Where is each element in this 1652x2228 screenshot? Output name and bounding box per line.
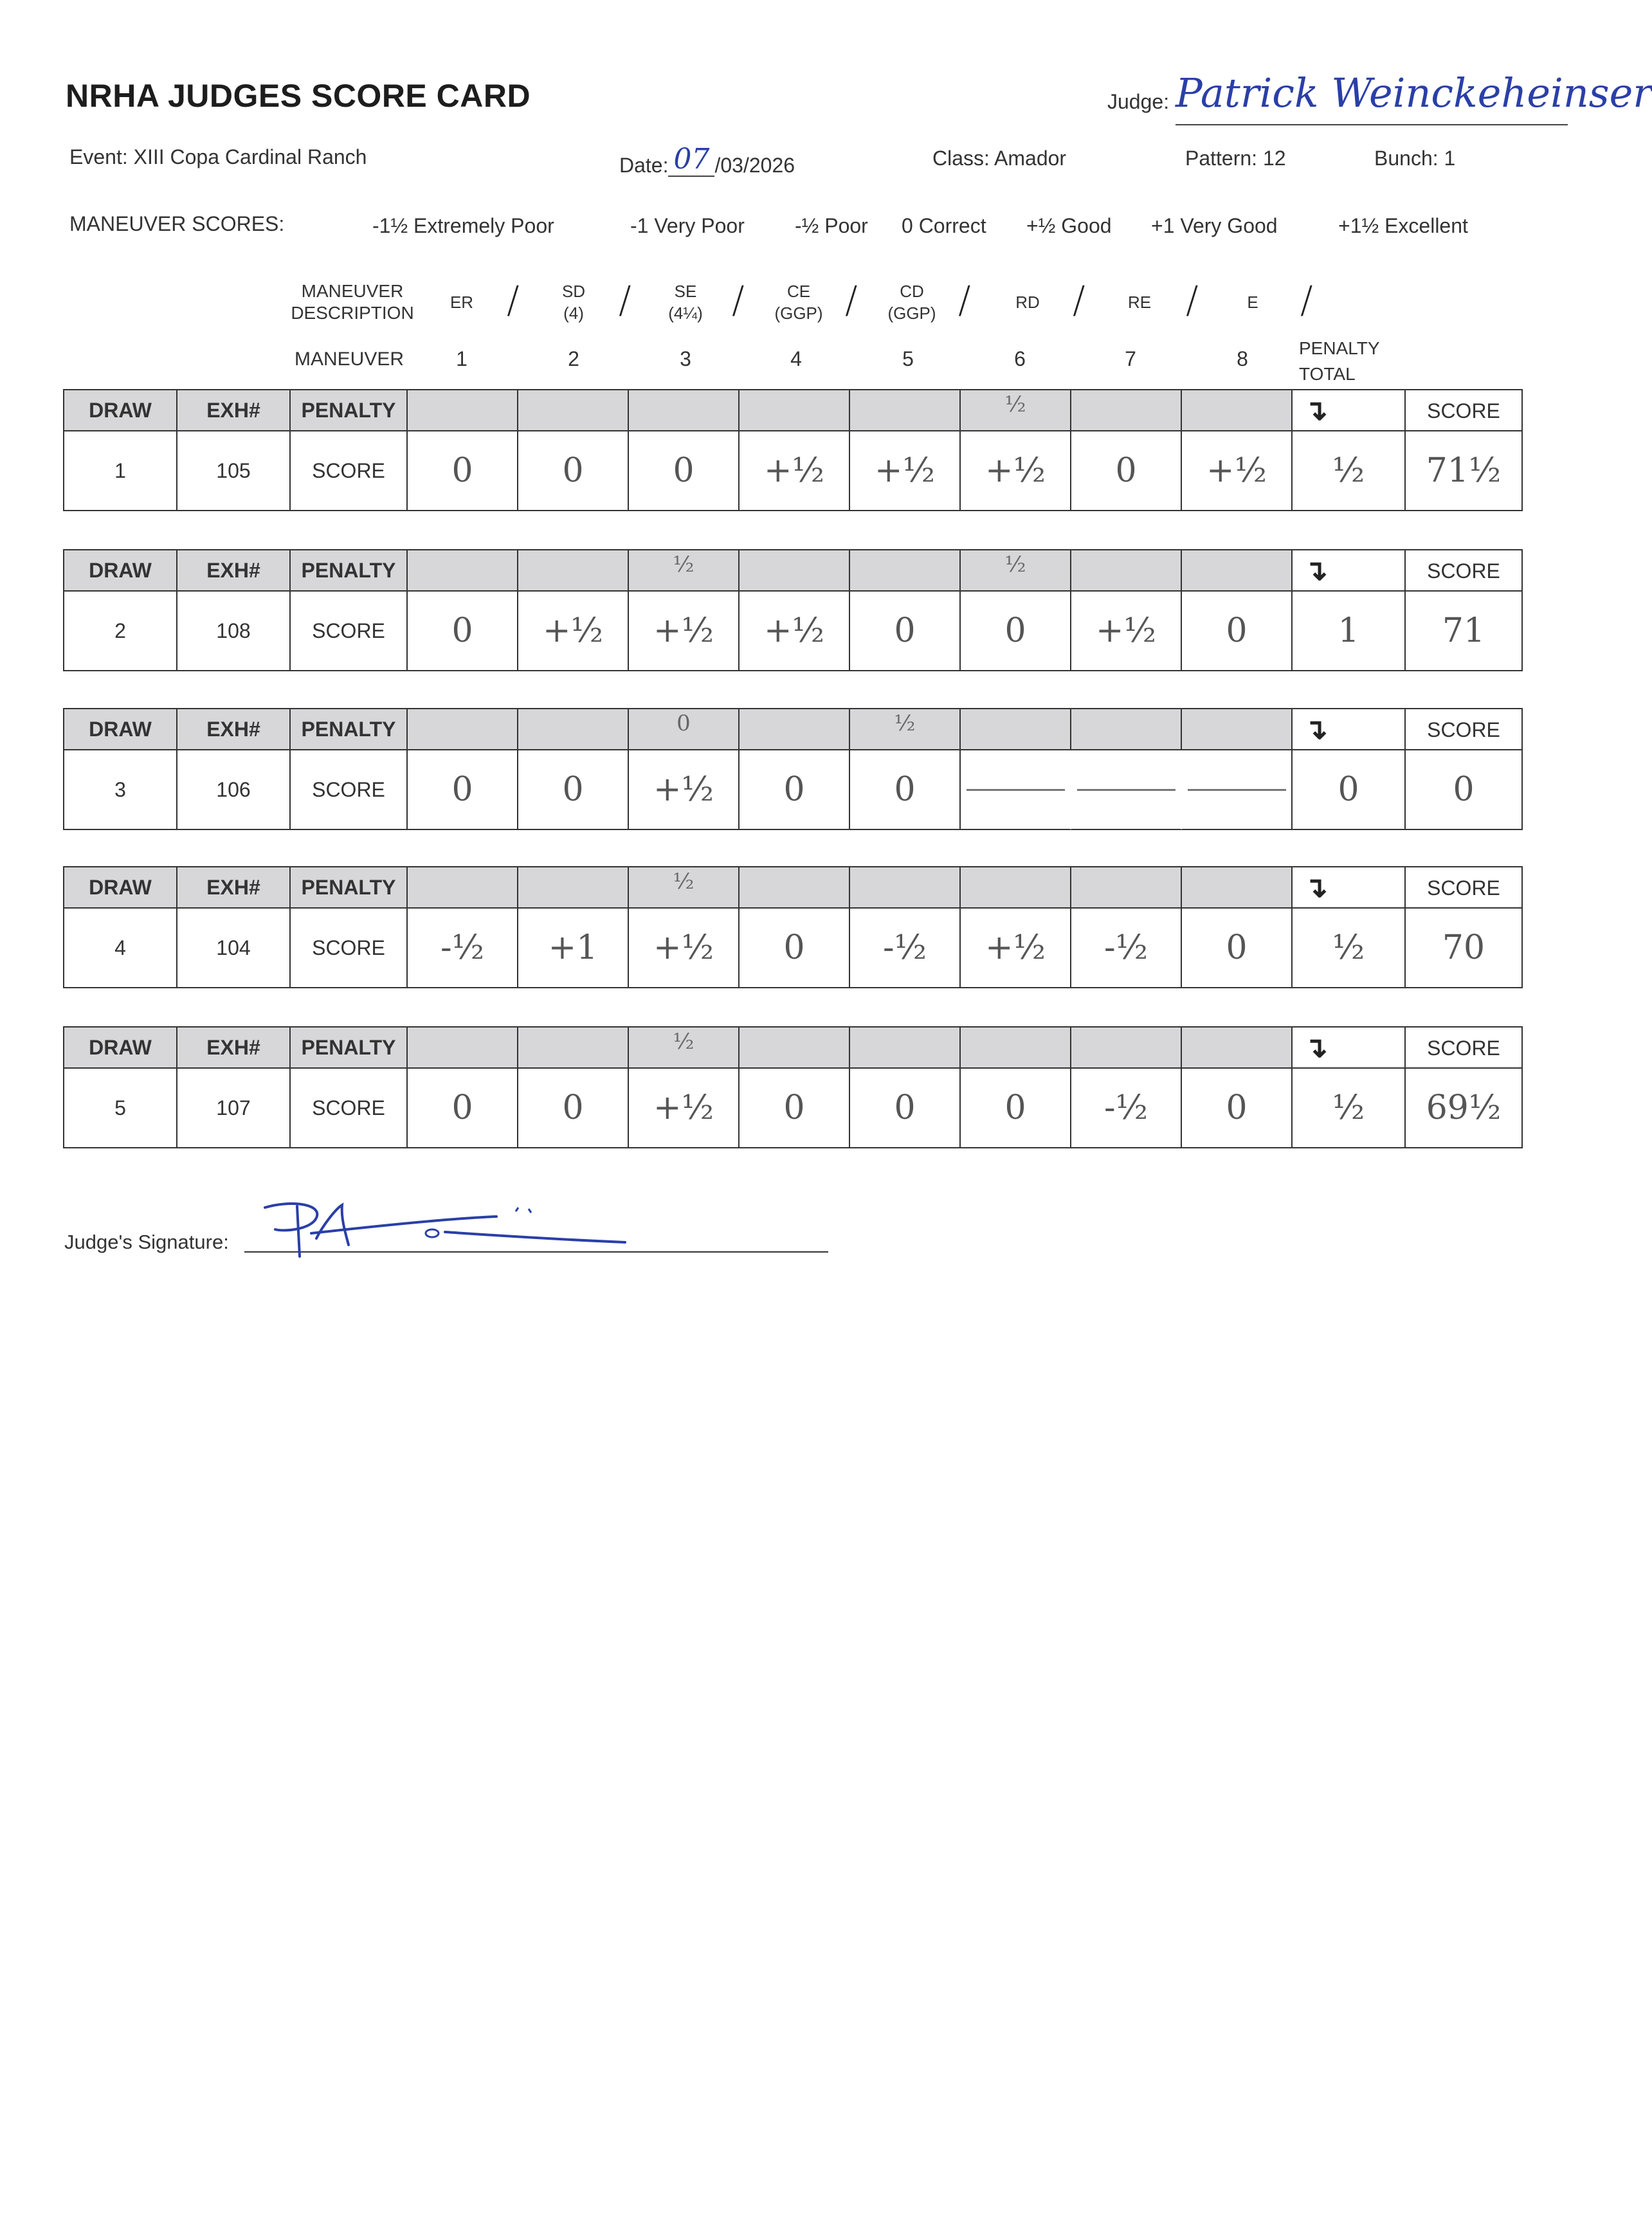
penalty-total-cell[interactable]: ½ (1291, 907, 1406, 988)
legend-good: +½ Good (1026, 214, 1112, 237)
maneuver-num-7: 7 (1125, 347, 1136, 370)
maneuver-score-cell[interactable]: +½ (1070, 590, 1182, 671)
penalty-total-arrow: ↴ (1291, 866, 1406, 909)
penalty-cell[interactable] (1070, 389, 1182, 431)
maneuver-num-8: 8 (1237, 347, 1248, 370)
exhibitor-number: 107 (176, 1067, 291, 1148)
final-score-cell[interactable]: 0 (1404, 749, 1523, 830)
penalty-cell[interactable] (959, 866, 1071, 909)
penalty-cell[interactable] (1181, 708, 1293, 750)
bunch-field: Bunch: 1 (1374, 147, 1456, 170)
penalty-cell[interactable] (1181, 389, 1293, 431)
draw-block (64, 866, 1529, 988)
exhibitor-number: 108 (176, 590, 291, 671)
score-row (64, 592, 1523, 671)
maneuver-score-cell[interactable]: 0 (406, 749, 518, 830)
maneuver-score-cell[interactable]: -½ (1070, 1067, 1182, 1148)
penalty-cell[interactable] (406, 866, 518, 909)
maneuver-score-cell[interactable]: 0 (628, 430, 740, 511)
penalty-total-arrow: ↴ (1291, 549, 1406, 592)
score-header: SCORE (1404, 1026, 1523, 1069)
penalty-cell[interactable] (849, 549, 961, 592)
maneuver-code-4: CE (GGP) (774, 282, 823, 323)
penalty-row (64, 389, 1523, 431)
divider-slash: / (1186, 278, 1199, 322)
maneuver-score-cell[interactable]: 0 (959, 590, 1071, 671)
final-score-cell[interactable]: 69½ (1404, 1067, 1523, 1148)
score-header: SCORE (1404, 549, 1523, 592)
penalty-cell[interactable] (1181, 549, 1293, 592)
penalty-total-arrow: ↴ (1291, 389, 1406, 431)
maneuver-score-cell[interactable]: +½ (628, 907, 740, 988)
penalty-cell[interactable] (1070, 549, 1182, 592)
no-score-line (1188, 789, 1286, 791)
class-field: Class: Amador (932, 147, 1067, 170)
draw-header: DRAW (63, 1026, 177, 1069)
maneuver-score-cell[interactable]: 0 (406, 1067, 518, 1148)
maneuver-num-5: 5 (902, 347, 914, 370)
maneuver-num-2: 2 (568, 347, 579, 370)
judge-label: Judge: (1107, 90, 1170, 113)
draw-header: DRAW (63, 866, 177, 909)
score-header: SCORE (1404, 389, 1523, 431)
maneuver-score-cell[interactable]: +½ (517, 590, 629, 671)
penalty-header: PENALTY (289, 1026, 408, 1069)
maneuver-score-cell[interactable]: +½ (738, 590, 850, 671)
maneuver-score-cell[interactable]: 0 (849, 590, 961, 671)
maneuver-scores-label: MANEUVER SCORES: (69, 212, 285, 235)
draw-number: 1 (63, 430, 177, 511)
maneuver-description-label: MANEUVER DESCRIPTION (291, 281, 414, 323)
page-title: NRHA JUDGES SCORE CARD (66, 78, 531, 114)
final-score-cell[interactable]: 70 (1404, 907, 1523, 988)
final-score-cell[interactable]: 71½ (1404, 430, 1523, 511)
legend-correct: 0 Correct (902, 214, 986, 237)
exhibitor-number: 104 (176, 907, 291, 988)
exh-header: EXH# (176, 1026, 291, 1069)
maneuver-score-cell[interactable]: +½ (628, 590, 740, 671)
penalty-total-cell[interactable]: ½ (1291, 1067, 1406, 1148)
penalty-cell[interactable]: ½ (959, 389, 1071, 431)
date-field (619, 143, 795, 181)
penalty-row (64, 708, 1523, 750)
maneuver-score-cell[interactable]: 0 (517, 430, 629, 511)
penalty-cell[interactable] (1181, 866, 1293, 909)
penalty-cell[interactable] (959, 708, 1071, 750)
date-day-handwritten: 07 (668, 143, 714, 177)
divider-slash: / (845, 278, 858, 322)
penalty-header: PENALTY (289, 549, 408, 592)
maneuver-score-cell[interactable]: +1 (517, 907, 629, 988)
exhibitor-number: 106 (176, 749, 291, 830)
maneuver-code-1: ER (449, 293, 474, 312)
penalty-cell[interactable] (406, 708, 518, 750)
score-row-label: SCORE (289, 430, 408, 511)
draw-number: 4 (63, 907, 177, 988)
penalty-cell[interactable] (1070, 866, 1182, 909)
final-score-cell[interactable]: 71 (1404, 590, 1523, 671)
maneuver-score-cell[interactable]: 0 (738, 907, 850, 988)
exh-header: EXH# (176, 708, 291, 750)
penalty-total-arrow: ↴ (1291, 1026, 1406, 1069)
penalty-cell[interactable]: ½ (628, 1026, 740, 1069)
draw-block (64, 1026, 1529, 1148)
penalty-total-cell[interactable]: 0 (1291, 749, 1406, 830)
penalty-cell[interactable] (517, 708, 629, 750)
draw-header: DRAW (63, 708, 177, 750)
maneuver-score-cell[interactable]: 0 (406, 430, 518, 511)
penalty-header: PENALTY (289, 389, 408, 431)
divider-slash: / (619, 278, 631, 322)
maneuver-score-cell[interactable]: 0 (517, 1067, 629, 1148)
penalty-cell[interactable] (738, 389, 850, 431)
exh-header: EXH# (176, 549, 291, 592)
score-row-label: SCORE (289, 907, 408, 988)
signature-stroke (252, 1193, 638, 1264)
draw-number: 5 (63, 1067, 177, 1148)
penalty-cell[interactable] (738, 866, 850, 909)
maneuver-score-cell[interactable]: +½ (628, 1067, 740, 1148)
maneuver-score-cell[interactable]: 0 (738, 749, 850, 830)
maneuver-score-cell[interactable]: +½ (849, 430, 961, 511)
judge-underline (1175, 124, 1568, 125)
score-row-label: SCORE (289, 749, 408, 830)
penalty-cell[interactable] (517, 389, 629, 431)
penalty-row (64, 549, 1523, 592)
penalty-total-cell[interactable]: ½ (1291, 430, 1406, 511)
no-score-line (1077, 789, 1175, 791)
penalty-cell[interactable] (849, 389, 961, 431)
maneuver-score-cell[interactable]: 0 (959, 1067, 1071, 1148)
score-row (64, 431, 1523, 511)
penalty-cell[interactable]: ½ (959, 549, 1071, 592)
judge-signature (252, 1193, 638, 1267)
penalty-row (64, 866, 1523, 909)
maneuver-score-cell[interactable]: -½ (849, 907, 961, 988)
penalty-cell[interactable] (1070, 1026, 1182, 1069)
maneuver-num-4: 4 (790, 347, 802, 370)
penalty-cell[interactable] (406, 1026, 518, 1069)
penalty-total-cell[interactable]: 1 (1291, 590, 1406, 671)
maneuver-num-6: 6 (1014, 347, 1026, 370)
draw-header: DRAW (63, 389, 177, 431)
penalty-cell[interactable] (849, 866, 961, 909)
maneuver-score-cell[interactable]: 0 (1181, 907, 1293, 988)
maneuver-score-cell[interactable] (1181, 749, 1293, 830)
pattern-field: Pattern: 12 (1185, 147, 1286, 170)
maneuver-score-cell[interactable]: -½ (406, 907, 518, 988)
maneuver-code-5: CD (GGP) (887, 282, 936, 323)
exh-header: EXH# (176, 866, 291, 909)
penalty-cell[interactable]: ½ (628, 549, 740, 592)
maneuver-score-cell[interactable]: 0 (406, 590, 518, 671)
no-score-line (967, 789, 1065, 791)
score-row-label: SCORE (289, 1067, 408, 1148)
maneuver-score-cell[interactable]: 0 (1070, 430, 1182, 511)
signature-label: Judge's Signature: (64, 1231, 229, 1253)
maneuver-score-cell[interactable]: +½ (959, 430, 1071, 511)
penalty-cell[interactable] (517, 1026, 629, 1069)
divider-slash: / (958, 278, 971, 322)
penalty-cell[interactable]: ½ (849, 708, 961, 750)
legend-very-good: +1 Very Good (1151, 214, 1278, 237)
penalty-cell[interactable] (517, 866, 629, 909)
divider-slash: / (1073, 278, 1085, 322)
legend-very-poor: -1 Very Poor (630, 214, 745, 237)
score-row (64, 750, 1523, 830)
score-row (64, 1069, 1523, 1148)
score-header: SCORE (1404, 708, 1523, 750)
penalty-cell[interactable] (628, 389, 740, 431)
maneuver-score-cell[interactable]: 0 (738, 1067, 850, 1148)
divider-slash: / (507, 278, 520, 322)
score-header: SCORE (1404, 866, 1523, 909)
draw-block (64, 549, 1529, 671)
judge-name: Patrick Weinckeheinser (1175, 69, 1652, 116)
penalty-cell[interactable] (738, 549, 850, 592)
maneuver-score-cell[interactable] (959, 749, 1071, 830)
maneuver-row-label: MANEUVER (294, 349, 404, 370)
draw-number: 2 (63, 590, 177, 671)
maneuver-score-cell[interactable]: 0 (1181, 1067, 1293, 1148)
divider-slash: / (732, 278, 745, 322)
maneuver-score-cell[interactable]: +½ (628, 749, 740, 830)
maneuver-score-cell[interactable]: +½ (959, 907, 1071, 988)
maneuver-code-3: SE (4¼) (668, 282, 703, 323)
exhibitor-number: 105 (176, 430, 291, 511)
exh-header: EXH# (176, 389, 291, 431)
maneuver-score-cell[interactable]: 0 (1181, 590, 1293, 671)
maneuver-score-cell[interactable]: +½ (738, 430, 850, 511)
penalty-cell[interactable] (1070, 708, 1182, 750)
maneuver-num-3: 3 (680, 347, 691, 370)
penalty-cell[interactable] (1181, 1026, 1293, 1069)
penalty-header: PENALTY (289, 866, 408, 909)
draw-block (64, 389, 1529, 511)
maneuver-num-1: 1 (456, 347, 467, 370)
penalty-cell[interactable] (738, 1026, 850, 1069)
legend-poor: -½ Poor (795, 214, 868, 237)
maneuver-code-7: RE (1127, 293, 1152, 312)
penalty-cell[interactable] (959, 1026, 1071, 1069)
penalty-cell[interactable] (406, 549, 518, 592)
maneuver-score-cell[interactable]: +½ (1181, 430, 1293, 511)
divider-slash: / (1300, 278, 1313, 322)
penalty-cell[interactable] (738, 708, 850, 750)
maneuver-score-cell[interactable]: 0 (517, 749, 629, 830)
penalty-cell[interactable] (849, 1026, 961, 1069)
penalty-header: PENALTY (289, 708, 408, 750)
penalty-cell[interactable]: 0 (628, 708, 740, 750)
penalty-total-label: PENALTY TOTAL (1299, 338, 1380, 384)
date-label: Date: (619, 154, 669, 177)
score-row (64, 909, 1523, 988)
penalty-total-arrow: ↴ (1291, 708, 1406, 750)
date-rest: /03/2026 (714, 154, 795, 177)
maneuver-code-2: SD (4) (561, 282, 586, 323)
penalty-row (64, 1026, 1523, 1069)
maneuver-code-6: RD (1015, 293, 1040, 312)
event-name: Event: XIII Copa Cardinal Ranch (69, 145, 367, 168)
penalty-cell[interactable] (517, 549, 629, 592)
maneuver-score-cell[interactable]: 0 (849, 749, 961, 830)
maneuver-score-cell[interactable] (1070, 749, 1182, 830)
draw-block (64, 708, 1529, 830)
draw-header: DRAW (63, 549, 177, 592)
draw-number: 3 (63, 749, 177, 830)
score-row-label: SCORE (289, 590, 408, 671)
maneuver-code-8: E (1247, 293, 1258, 312)
legend-extremely-poor: -1½ Extremely Poor (372, 214, 554, 237)
legend-excellent: +1½ Excellent (1338, 214, 1468, 237)
maneuver-score-cell[interactable]: 0 (849, 1067, 961, 1148)
penalty-cell[interactable] (406, 389, 518, 431)
maneuver-score-cell[interactable]: -½ (1070, 907, 1182, 988)
penalty-cell[interactable]: ½ (628, 866, 740, 909)
